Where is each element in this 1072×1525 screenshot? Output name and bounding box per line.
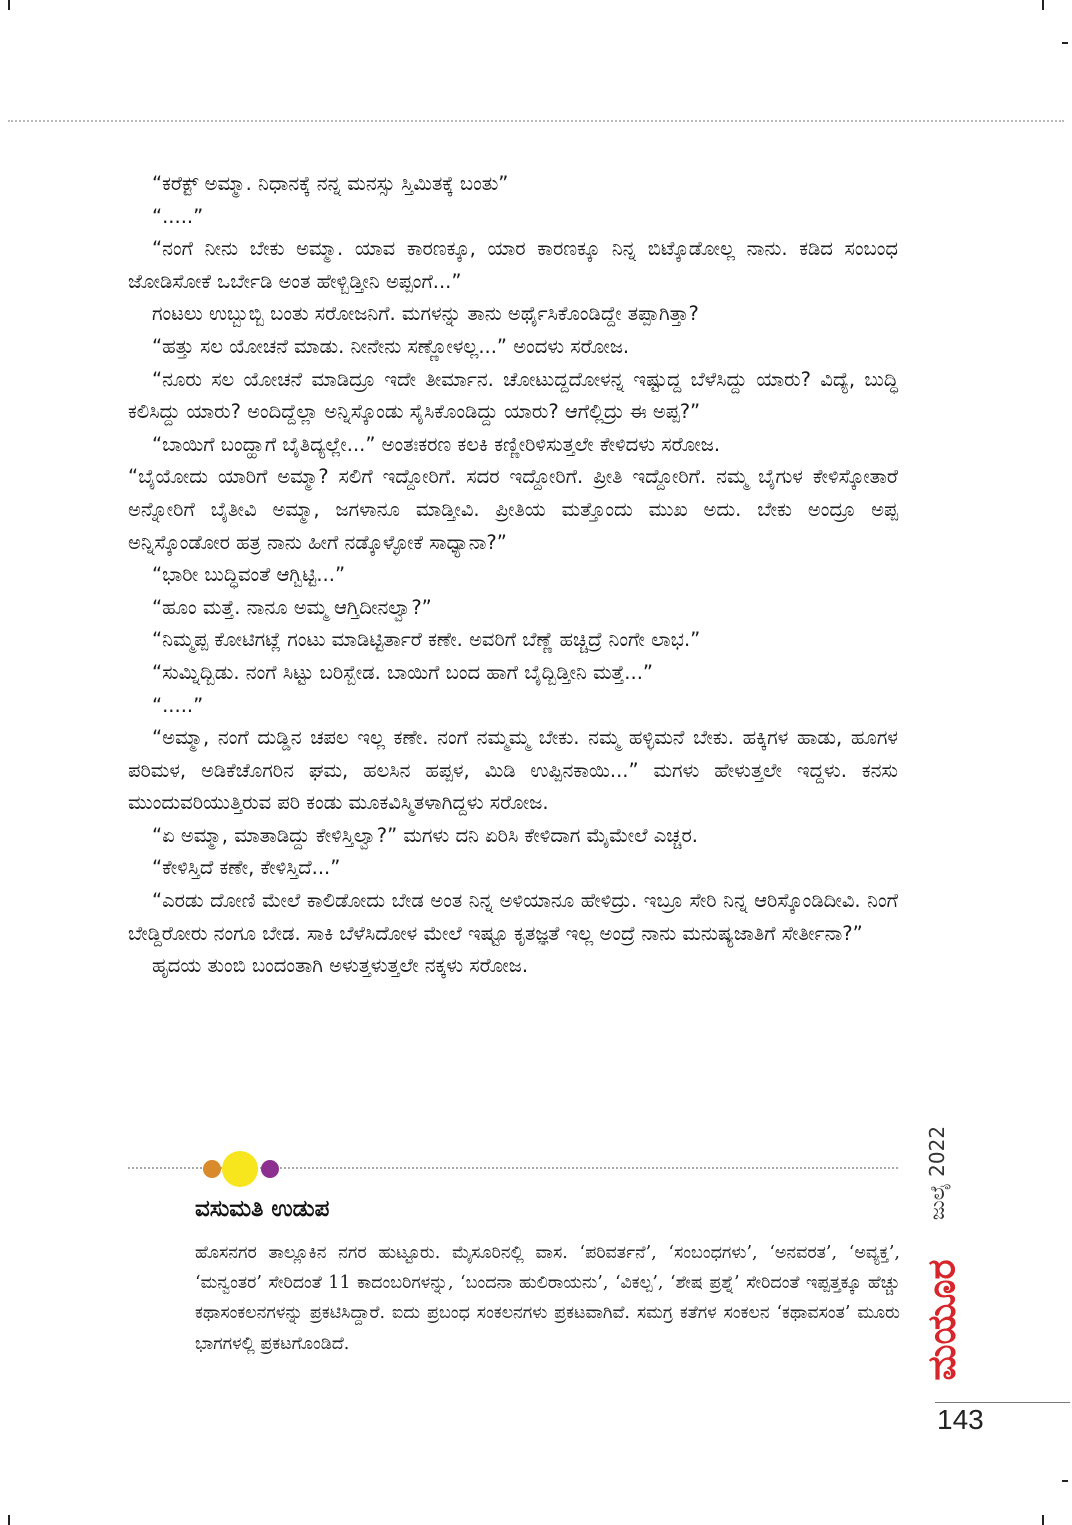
- page-number: 143: [937, 1404, 984, 1435]
- orange-dot: [203, 1160, 221, 1178]
- crop-mark-right-lower: [1062, 1480, 1068, 1482]
- story-text: [128, 168, 898, 983]
- story-paragraph: “ಬೈಯೋದು ಯಾರಿಗೆ ಅಮ್ಮಾ? ಸಲಿಗೆ ಇದ್ದೋರಿಗೆ. ಸದರ ಇದ್ದೋರಿಗೆ. ಪ್ರೀತಿ ಇದ್ದೋರಿಗೆ. ನಮ್ಮ ಬೈಗುಳ ಕೇಳಿಸ್ಕೋತಾರೆ ಅನ್ನೋರಿಗೆ ಬೈತೀವಿ ಅಮ್ಮಾ, ಜಗಳಾನೂ ಮಾಡ್ತೀವಿ. ಪ್ರೀತಿಯ ಮತ್ತೊಂದು ಮುಖ ಅದು. ಬೇಕು ಅಂದ್ರೂ ಅಪ್ಪ ಅನ್ನಿಸ್ಕೊಂಡೋರ ಹತ್ರ ನಾನು ಹೀಗೆ ನಡ್ಕೊಳ್ಳೋಕೆ ಸಾಧ್ಯಾನಾ?”: [128, 465, 898, 554]
- story-paragraph: “ಕರೆಕ್ಟ್ ಅಮ್ಮಾ. ನಿಧಾನಕ್ಕೆ ನನ್ನ ಮನಸ್ಸು ಸ್ತಿಮಿತಕ್ಕೆ ಬಂತು”: [152, 172, 509, 195]
- story-paragraph: “.....”: [152, 693, 204, 717]
- story-paragraph: ಹೃದಯ ತುಂಬಿ ಬಂದಂತಾಗಿ ಅಳುತ್ತಳುತ್ತಲೇ ನಕ್ಕಳು ಸರೋಜ.: [152, 954, 529, 978]
- crop-mark-right-upper: [1062, 42, 1068, 44]
- header-dotted-rule: [8, 120, 1064, 122]
- page-number-rule: [935, 1402, 1070, 1403]
- story-paragraph: “ಬಾಯಿಗೆ ಬಂದ್ಹಾಗೆ ಬೈತಿದ್ಯಲ್ಲೇ...” ಅಂತಃಕರಣ ಕಲಕಿ ಕಣ್ಣೀರಿಳಿಸುತ್ತಲೇ ಕೇಳಿದಳು ಸರೋಜ.: [152, 432, 721, 456]
- story-paragraph: “ಸುಮ್ನಿದ್ಬಿಡು. ನಂಗೆ ಸಿಟ್ಟು ಬರಿಸ್ಬೇಡ. ಬಾಯಿಗೆ ಬಂದ ಹಾಗೆ ಬೈದ್ಬಿಡ್ತೀನಿ ಮತ್ತೆ...”: [152, 660, 654, 684]
- story-paragraph: “ನಿಮ್ಮಪ್ಪ ಕೋಟಿಗಟ್ಲೆ ಗಂಟು ಮಾಡಿಟ್ಟಿರ್ತಾರೆ ಕಣೇ. ಅವರಿಗೆ ಬೆಣ್ಣೆ ಹಚ್ಚಿದ್ರೆ ನಿಂಗೇ ಲಾಭ.”: [152, 628, 701, 652]
- yellow-dot: [222, 1151, 258, 1187]
- story-paragraph: “ಭಾರೀ ಬುದ್ಧಿವಂತೆ ಆಗ್ಬಿಟ್ಟಿ...”: [152, 563, 346, 587]
- issue-date-text: ಜುಲೈ 2022: [925, 1125, 949, 1221]
- issue-date: [912, 1108, 962, 1238]
- story-paragraph: “ಎರಡು ದೋಣಿ ಮೇಲೆ ಕಾಲಿಡೋದು ಬೇಡ ಅಂತ ನಿನ್ನ ಅಳಿಯಾನೂ ಹೇಳಿದ್ರು. ಇಬ್ರೂ ಸೇರಿ ನಿನ್ನ ಆರಿಸ್ಕೊಂಡಿದೀವಿ. ನಿಂಗೆ ಬೇಡ್ದಿರೋರು ನಂಗೂ ಬೇಡ. ಸಾಕಿ ಬೆಳೆಸಿದೋಳ ಮೇಲೆ ಇಷ್ಟೂ ಕೃತಜ್ಞತೆ ಇಲ್ಲ ಅಂದ್ರೆ ನಾನು ಮನುಷ್ಯಜಾತಿಗೆ ಸೇರ್ತೀನಾ?”: [128, 889, 898, 945]
- story-paragraph: “ಅಮ್ಮಾ, ನಂಗೆ ದುಡ್ಡಿನ ಚಪಲ ಇಲ್ಲ ಕಣೇ. ನಂಗೆ ನಮ್ಮಮ್ಮ ಬೇಕು. ನಮ್ಮ ಹಳ್ಳಿಮನೆ ಬೇಕು. ಹಕ್ಕಿಗಳ ಹಾಡು, ಹೂಗಳ ಪರಿಮಳ, ಅಡಿಕೆಚೊಗರಿನ ಘಮ, ಹಲಸಿನ ಹಪ್ಪಳ, ಮಿಡಿ ಉಪ್ಪಿನಕಾಯಿ...” ಮಗಳು ಹೇಳುತ್ತಲೇ ಇದ್ದಳು. ಕನಸು ಮುಂದುವರಿಯುತ್ತಿರುವ ಪರಿ ಕಂಡು ಮೂಕವಿಸ್ಮಿತಳಾಗಿದ್ದಳು ಸರೋಜ.: [128, 726, 898, 815]
- story-paragraph: ಗಂಟಲು ಉಬ್ಬುಬ್ಬಿ ಬಂತು ಸರೋಜನಿಗೆ. ಮಗಳನ್ನು ತಾನು ಅರ್ಥೈಸಿಕೊಂಡಿದ್ದೇ ತಪ್ಪಾಗಿತ್ತಾ?: [152, 302, 699, 326]
- purple-dot: [261, 1160, 279, 1178]
- crop-mark-top-right: [1042, 0, 1044, 10]
- crop-mark-top-left: [8, 0, 10, 10]
- author-name: ವಸುಮತಿ ಉಡುಪ: [195, 1196, 330, 1222]
- story-paragraph: “ಹೂಂ ಮತ್ತೆ. ನಾನೂ ಅಮ್ಮ ಆಗ್ತಿದೀನಲ್ವಾ?”: [152, 595, 432, 619]
- story-paragraph: “ನೂರು ಸಲ ಯೋಚನೆ ಮಾಡಿದ್ರೂ ಇದೇ ತೀರ್ಮಾನ. ಚೋಟುದ್ದದೋಳನ್ನ ಇಷ್ಟುದ್ದ ಬೆಳೆಸಿದ್ದು ಯಾರು? ವಿದ್ಯೆ, ಬುದ್ಧಿ ಕಲಿಸಿದ್ದು ಯಾರು? ಅಂದಿದ್ದೆಲ್ಲಾ ಅನ್ನಿಸ್ಕೊಂಡು ಸೈಸಿಕೊಂಡಿದ್ದು ಯಾರು? ಆಗೆಲ್ಲಿದ್ರು ಈ ಅಪ್ಪ?”: [128, 367, 898, 424]
- story-paragraph: “.....”: [152, 204, 204, 228]
- crop-mark-bottom-right: [1042, 1515, 1044, 1525]
- section-divider: [128, 1151, 898, 1185]
- magazine-logo-text: ಮಯೂರ: [919, 1259, 964, 1381]
- story-paragraph: “ನಂಗೆ ನೀನು ಬೇಕು ಅಮ್ಮಾ. ಯಾವ ಕಾರಣಕ್ಕೂ, ಯಾರ ಕಾರಣಕ್ಕೂ ನಿನ್ನ ಬಿಟ್ಕೊಡೋಲ್ಲ ನಾನು. ಕಡಿದ ಸಂಬಂಧ ಜೋಡಿಸೋಕೆ ಒರ್ಬೇಡಿ ಅಂತ ಹೇಳ್ಬಿಡ್ತೀನಿ ಅಪ್ಪಂಗೆ...”: [128, 237, 898, 293]
- story-paragraph: “ಏ ಅಮ್ಮಾ, ಮಾತಾಡಿದ್ದು ಕೇಳಿಸ್ತಿಲ್ವಾ?” ಮಗಳು ದನಿ ಏರಿಸಿ ಕೇಳಿದಾಗ ಮೈಮೇಲೆ ಎಚ್ಚರ.: [152, 823, 698, 847]
- magazine-logo: [912, 1240, 972, 1400]
- story-paragraph: “ಕೇಳಿಸ್ತಿದೆ ಕಣೇ, ಕೇಳಿಸ್ತಿದೆ...”: [152, 856, 341, 880]
- story-paragraph: “ಹತ್ತು ಸಲ ಯೋಚನೆ ಮಾಡು. ನೀನೇನು ಸಣ್ಣೋಳಲ್ಲ...” ಅಂದಳು ಸರೋಜ.: [152, 334, 630, 358]
- author-bio: ಹೊಸನಗರ ತಾಲ್ಲೂಕಿನ ನಗರ ಹುಟ್ಟೂರು. ಮೈಸೂರಿನಲ್ಲಿ ವಾಸ. ‘ಪರಿವರ್ತನೆ’, ‘ಸಂಬಂಧಗಳು’, ‘ಅನವರತ’, ‘ಅವ್ಯಕ್ತ’, ‘ಮನ್ವಂತರ’ ಸೇರಿದಂತೆ 11 ಕಾದಂಬರಿಗಳನ್ನು, ‘ಬಂದನಾ ಹುಲಿರಾಯನು’, ‘ವಿಕಲ್ಪ’, ‘ಶೇಷ ಪ್ರಶ್ನೆ’ ಸೇರಿದಂತೆ ಇಪ್ಪತ್ತಕ್ಕೂ ಹೆಚ್ಚು ಕಥಾಸಂಕಲನಗಳನ್ನು ಪ್ರಕಟಿಸಿದ್ದಾರೆ. ಐದು ಪ್ರಬಂಧ ಸಂಕಲನಗಳು ಪ್ರಕಟವಾಗಿವೆ. ಸಮಗ್ರ ಕತೆಗಳ ಸಂಕಲನ ‘ಕಥಾವಸಂತ’ ಮೂರು ಭಾಗಗಳಲ್ಲಿ ಪ್ರಕಟಗೊಂಡಿದೆ.: [195, 1243, 900, 1354]
- crop-mark-bottom-left: [8, 1515, 10, 1525]
